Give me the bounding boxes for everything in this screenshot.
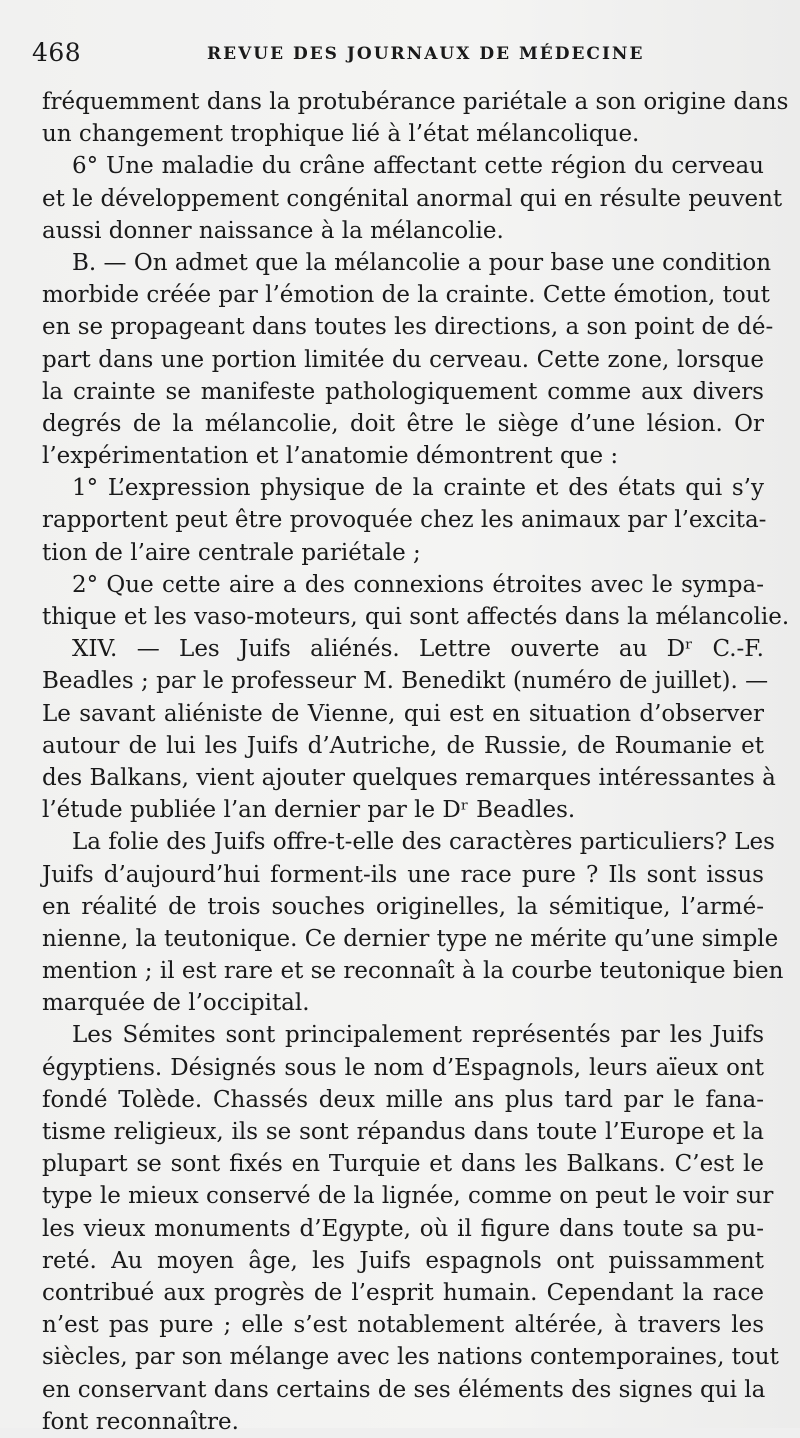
- text-line: l’étude publiée l’an dernier par le Dʳ Beadles.: [42, 797, 576, 824]
- text-line: aussi donner naissance à la mélancolie.: [42, 217, 504, 244]
- text-line: les vieux monuments d’Egypte, où il figure dans toute sa pu-: [42, 1215, 764, 1242]
- text-line: 1° L’expression physique de la crainte et des états qui s’y: [72, 475, 764, 502]
- text-line: marquée de l’occipital.: [42, 990, 310, 1017]
- text-line: thique et les vaso-moteurs, qui sont affectés dans la mélancolie.: [42, 604, 790, 630]
- body-text: [42, 86, 790, 1438]
- text-line: la crainte se manifeste pathologiquement comme aux divers: [42, 378, 764, 405]
- text-line: fréquemment dans la protubérance pariétale a son origine dans: [42, 89, 789, 115]
- text-line: rapportent peut être provoquée chez les animaux par l’excita-: [42, 507, 767, 534]
- text-line: n’est pas pure ; elle s’est notablement altérée, à travers les: [42, 1312, 764, 1339]
- text-line: plupart se sont fixés en Turquie et dans les Balkans. C’est le: [42, 1151, 764, 1178]
- text-line: tisme religieux, ils se sont répandus dans toute l’Europe et la: [42, 1119, 764, 1145]
- running-head: REVUE DES JOURNAUX DE MÉDECINE: [207, 44, 645, 64]
- text-line: mention ; il est rare et se reconnaît à la courbe teutonique bien: [42, 958, 784, 985]
- text-line: 6° Une maladie du crâne affectant cette région du cerveau: [72, 153, 764, 180]
- text-line: nienne, la teutonique. Ce dernier type ne mérite qu’une simple: [42, 925, 779, 952]
- text-line: Les Sémites sont principalement représentés par les Juifs: [72, 1022, 764, 1049]
- text-line: Beadles ; par le professeur M. Benedikt (numéro de juillet). —: [42, 668, 769, 695]
- text-line: Juifs d’aujourd’hui forment-ils une race pure ? Ils sont issus: [42, 861, 764, 888]
- text-line: type le mieux conservé de la lignée, comme on peut le voir sur: [42, 1183, 774, 1210]
- text-line: tion de l’aire centrale pariétale ;: [42, 539, 421, 566]
- text-line: contribué aux progrès de l’esprit humain. Cependant la race: [42, 1279, 764, 1306]
- text-line: autour de lui les Juifs d’Autriche, de Russie, de Roumanie et: [42, 732, 764, 759]
- page-number: 468: [32, 38, 82, 67]
- text-line: en réalité de trois souches originelles, la sémitique, l’armé-: [42, 893, 764, 920]
- text-line: 2° Que cette aire a des connexions étroites avec le sympa-: [72, 571, 764, 598]
- text-line: degrés de la mélancolie, doit être le siège d’une lésion. Or: [42, 410, 764, 437]
- text-line: La folie des Juifs offre-t-elle des caractères particuliers? Les: [72, 829, 775, 856]
- text-line: B. — On admet que la mélancolie a pour base une condition: [72, 249, 772, 276]
- text-line: siècles, par son mélange avec les nations contemporaines, tout: [42, 1344, 779, 1371]
- section-heading-line: XIV. — Les Juifs aliénés. Lettre ouverte au Dʳ C.-F.: [72, 636, 764, 663]
- text-line: égyptiens. Désignés sous le nom d’Espagnols, leurs aïeux ont: [42, 1054, 764, 1081]
- text-line: en conservant dans certains de ses éléments des signes qui la: [42, 1376, 766, 1403]
- text-line: l’expérimentation et l’anatomie démontrent que :: [42, 443, 619, 470]
- text-line: reté. Au moyen âge, les Juifs espagnols ont puissamment: [42, 1247, 764, 1274]
- text-line: Le savant aliéniste de Vienne, qui est en situation d’observer: [42, 700, 764, 727]
- page-header: [32, 38, 772, 74]
- text-line: font reconnaître.: [42, 1408, 239, 1435]
- text-line: fondé Tolède. Chassés deux mille ans plus tard par le fana-: [42, 1086, 764, 1113]
- text-line: et le développement congénital anormal qui en résulte peuvent: [42, 185, 783, 212]
- text-line: morbide créée par l’émotion de la crainte. Cette émotion, tout: [42, 282, 770, 309]
- text-line: en se propageant dans toutes les directions, a son point de dé-: [42, 314, 774, 341]
- text-line: part dans une portion limitée du cerveau. Cette zone, lorsque: [42, 346, 764, 373]
- text-line: des Balkans, vient ajouter quelques remarques intéressantes à: [42, 764, 776, 791]
- text-line: un changement trophique lié à l’état mélancolique.: [42, 121, 640, 148]
